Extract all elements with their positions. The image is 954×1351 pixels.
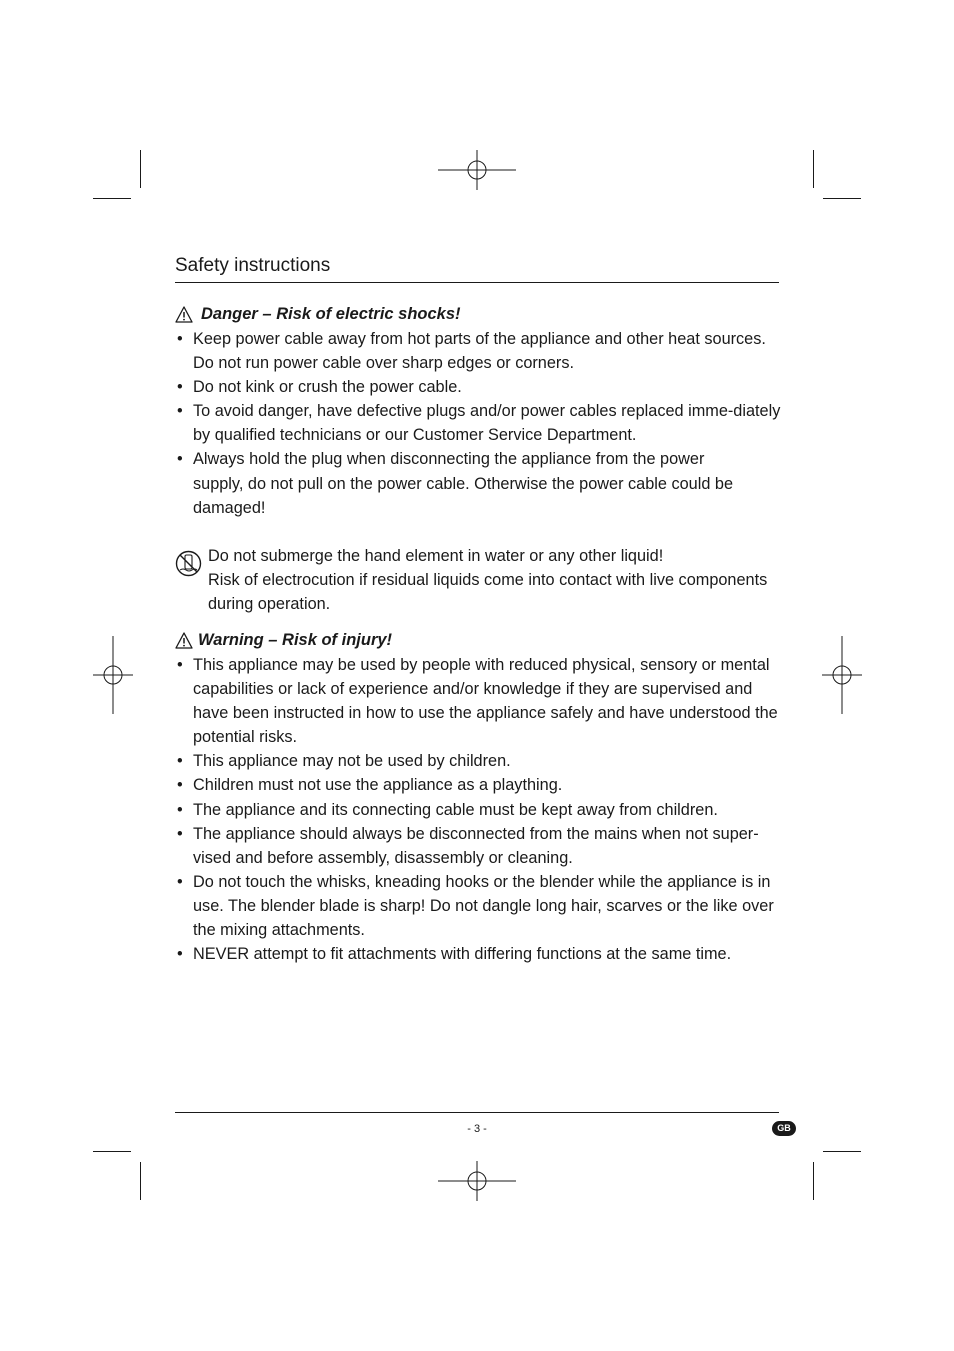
registration-mark-right-icon — [822, 636, 862, 714]
registration-mark-left-icon — [93, 636, 133, 714]
page-title: Safety instructions — [175, 255, 331, 276]
list-item: • Do not touch the whisks, kneading hooks or the blender while the appliance is in use. The blender blade is sharp! Do not dangle long hair, scarves or the like over the mixing attachments. — [177, 872, 774, 940]
danger-heading — [175, 302, 461, 326]
notice-text — [208, 544, 783, 616]
list-item: • The appliance and its connecting cable must be kept away from children. — [177, 800, 718, 819]
warning-triangle-icon — [175, 632, 193, 649]
no-immersion-icon — [175, 550, 202, 577]
registration-mark-bottom-icon — [438, 1161, 516, 1201]
list-item: • NEVER attempt to fit attachments with differing functions at the same time. — [177, 945, 732, 964]
warning-list — [175, 653, 785, 966]
list-item: • To avoid danger, have defective plugs and/or power cables replaced imme-diately by qualified technicians or our Customer Service Department. — [177, 402, 781, 445]
notice-line: Do not submerge the hand element in water or any other liquid! — [208, 547, 664, 565]
list-item: • This appliance may be used by people with reduced physical, sensory or mental capabilities or lack of experience and/or knowledge if they are supervised and have been instructed in how to use the appliance safely and have understood the potential risks. — [177, 656, 778, 747]
warning-heading — [175, 628, 392, 652]
notice-line: Risk of electrocution if residual liquids come into contact with live components during operation. — [208, 571, 768, 614]
warning-triangle-icon — [175, 306, 193, 323]
list-item: • Always hold the plug when disconnecting the appliance from the power supply, do not pull on the power cable. Otherwise the power cable could be damaged! — [177, 450, 734, 517]
warning-heading-text: Warning – Risk of injury! — [198, 631, 393, 649]
registration-mark-top-icon — [438, 150, 516, 190]
list-item: • Children must not use the appliance as a plaything. — [177, 776, 563, 795]
list-item: • Keep power cable away from hot parts of the appliance and other heat sources. Do not run power cable over sharp edges or corners. — [177, 330, 766, 373]
footer-divider — [175, 1112, 779, 1113]
danger-heading-text: Danger – Risk of electric shocks! — [201, 305, 461, 323]
list-item: • This appliance may not be used by children. — [177, 752, 511, 771]
list-item: • Do not kink or crush the power cable. — [177, 378, 462, 397]
danger-list — [175, 327, 785, 520]
language-badge: GB — [772, 1121, 796, 1136]
page-number: - 3 - — [467, 1123, 487, 1135]
list-item: • The appliance should always be disconnected from the mains when not super-vised and before assembly, disassembly or cleaning. — [177, 824, 759, 867]
title-divider — [175, 282, 779, 283]
